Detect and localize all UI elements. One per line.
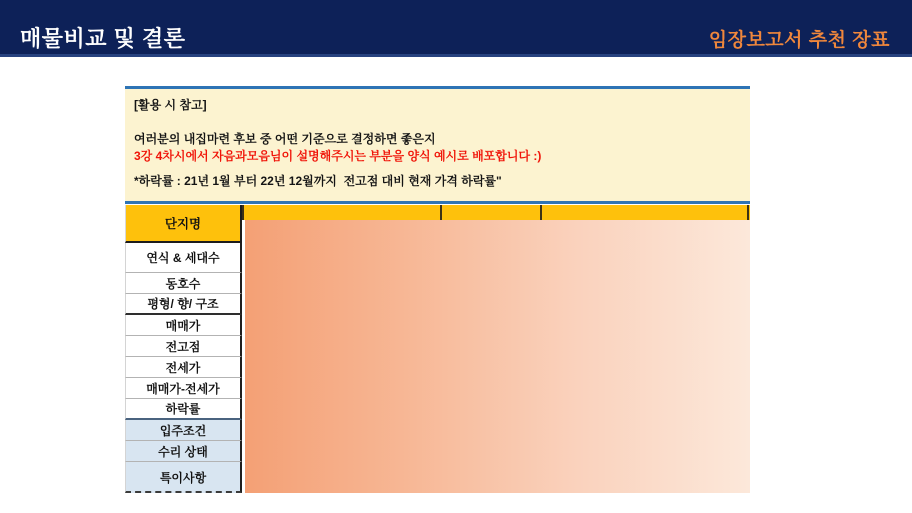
note-footnote: *하락률 : 21년 1월 부터 22년 12월까지 전고점 대비 현재 가격 하락률" — [134, 174, 502, 188]
row-label-peak-price: 전고점 — [125, 336, 242, 357]
corner-header-cell: 단지명 — [125, 205, 242, 243]
row-label-move-in: 입주조건 — [125, 420, 242, 441]
row-label-repair-state: 수리 상태 — [125, 441, 242, 462]
note-line-2: 3강 4차시에서 자음과모음님이 설명해주시는 부분을 양식 예시로 배포합니다 :) — [134, 149, 542, 163]
note-box — [125, 86, 750, 204]
column-divider — [747, 205, 749, 220]
page-title: 매물비교 및 결론 — [20, 26, 186, 51]
column-divider — [440, 205, 442, 220]
table-body-gradient — [245, 220, 750, 493]
row-label-unit-number: 동호수 — [125, 273, 242, 294]
report-badge: 임장보고서 추천 장표 — [708, 30, 890, 51]
note-heading: [활용 시 참고] — [134, 98, 207, 112]
row-label-special-notes: 특이사항 — [125, 462, 242, 493]
header-bar — [0, 0, 912, 57]
column-divider — [540, 205, 542, 220]
row-label-drop-rate: 하락률 — [125, 399, 242, 420]
row-label-gap: 매매가-전세가 — [125, 378, 242, 399]
row-label-size-layout: 평형/ 향/ 구조 — [125, 294, 242, 315]
row-label-age-units: 연식 & 세대수 — [125, 243, 242, 273]
row-label-jeonse-price: 전세가 — [125, 357, 242, 378]
note-line-1: 여러분의 내집마련 후보 중 어떤 기준으로 결정하면 좋은지 — [134, 132, 436, 146]
column-divider — [242, 205, 244, 220]
row-label-sale-price: 매매가 — [125, 315, 242, 336]
